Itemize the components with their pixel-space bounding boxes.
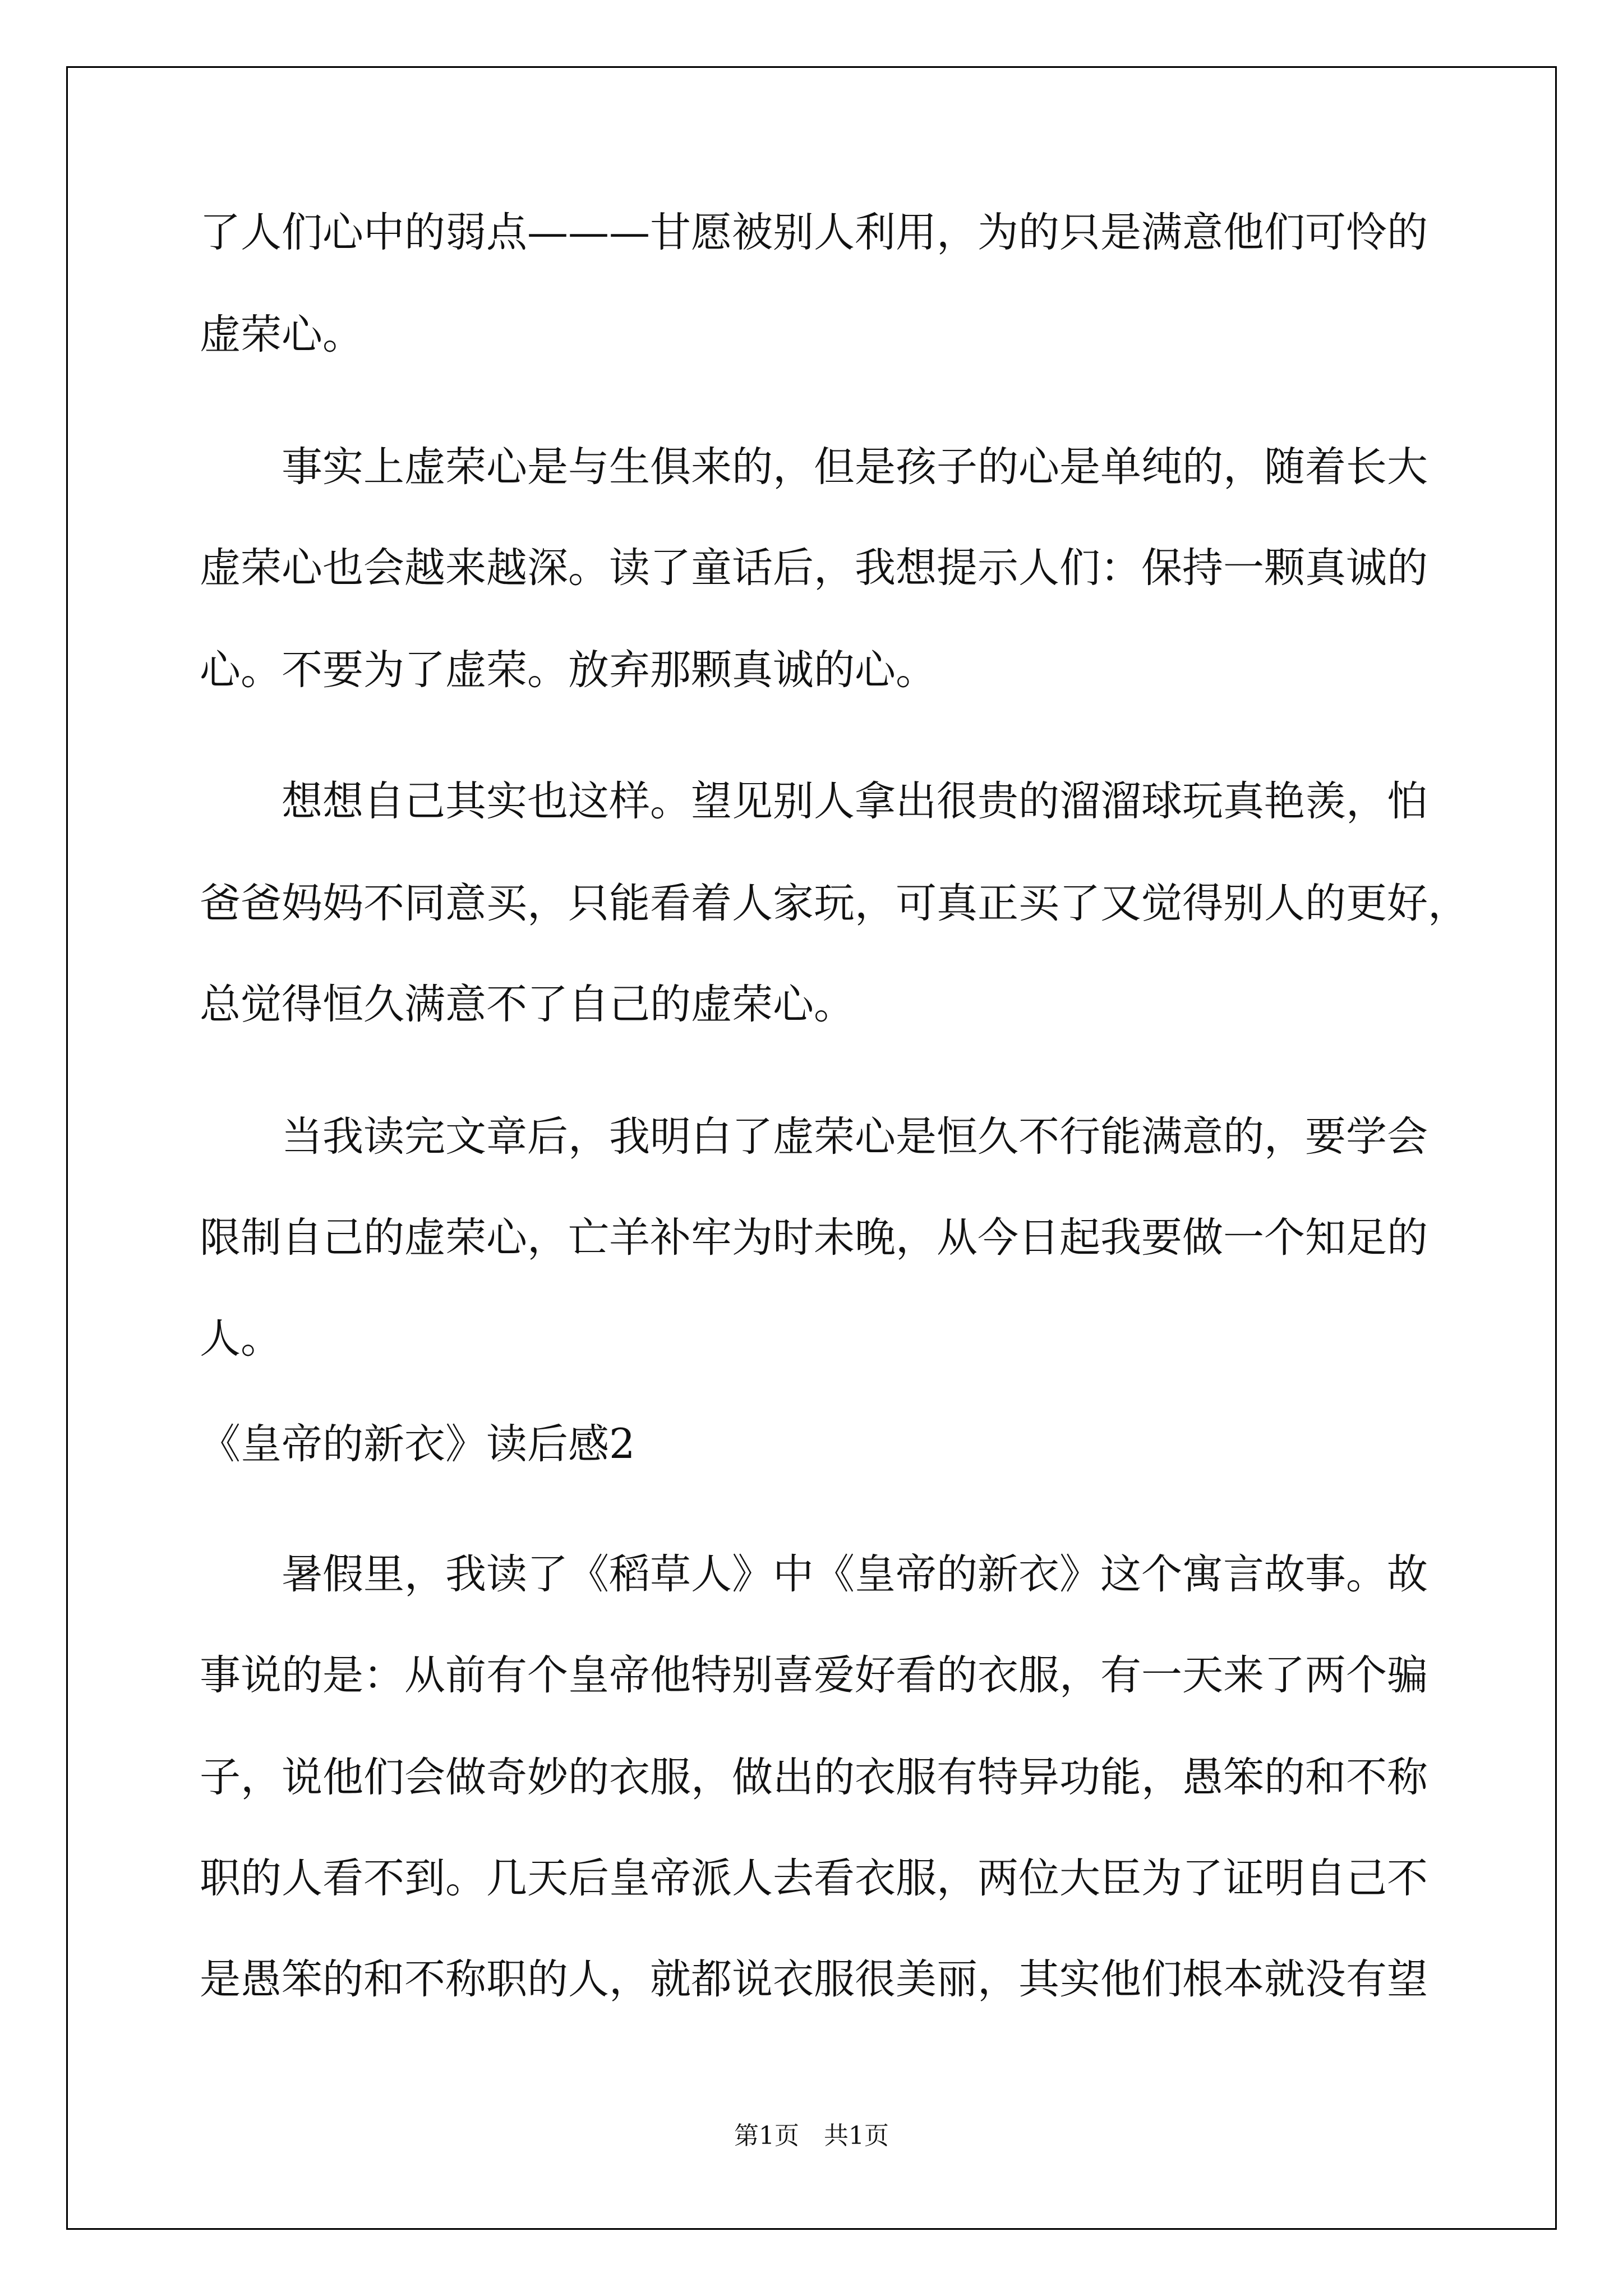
section-heading: 《皇帝的新衣》读后感2 xyxy=(200,1420,635,1468)
text-line: 人。 xyxy=(200,1315,282,1363)
text-line: 想想自己其实也这样。望见别人拿出很贵的溜溜球玩真艳羡，怕 xyxy=(200,777,1428,825)
text-line: 虚荣心也会越来越深。读了童话后，我想提示人们：保持一颗真诚的 xyxy=(200,544,1428,592)
page-footer: 第1页 共1页 xyxy=(734,2122,889,2150)
text-line: 总觉得恒久满意不了自己的虚荣心。 xyxy=(200,981,855,1028)
text-line: 事实上虚荣心是与生俱来的，但是孩子的心是单纯的，随着长大 xyxy=(200,443,1428,491)
text-line: 暑假里，我读了《稻草人》中《皇帝的新衣》这个寓言故事。故 xyxy=(200,1550,1428,1598)
text-line: 虚荣心。 xyxy=(200,311,363,358)
text-line: 限制自己的虚荣心，亡羊补牢为时未晚，从今日起我要做一个知足的 xyxy=(200,1214,1428,1262)
text-line: 爸爸妈妈不同意买，只能看着人家玩，可真正买了又觉得别人的更好， xyxy=(200,880,1469,927)
text-line: 事说的是：从前有个皇帝他特别喜爱好看的衣服，有一天来了两个骗 xyxy=(200,1651,1428,1699)
text-line: 心。不要为了虚荣。放弃那颗真诚的心。 xyxy=(200,646,937,694)
text-line: 当我读完文章后，我明白了虚荣心是恒久不行能满意的，要学会 xyxy=(200,1113,1428,1161)
text-line: 职的人看不到。几天后皇帝派人去看衣服，两位大臣为了证明自己不 xyxy=(200,1855,1428,1902)
text-line: 了人们心中的弱点———甘愿被别人利用，为的只是满意他们可怜的 xyxy=(200,209,1428,256)
text-line: 是愚笨的和不称职的人，就都说衣服很美丽，其实他们根本就没有望 xyxy=(200,1955,1428,2003)
text-line: 子，说他们会做奇妙的衣服，做出的衣服有特异功能，愚笨的和不称 xyxy=(200,1754,1428,1801)
